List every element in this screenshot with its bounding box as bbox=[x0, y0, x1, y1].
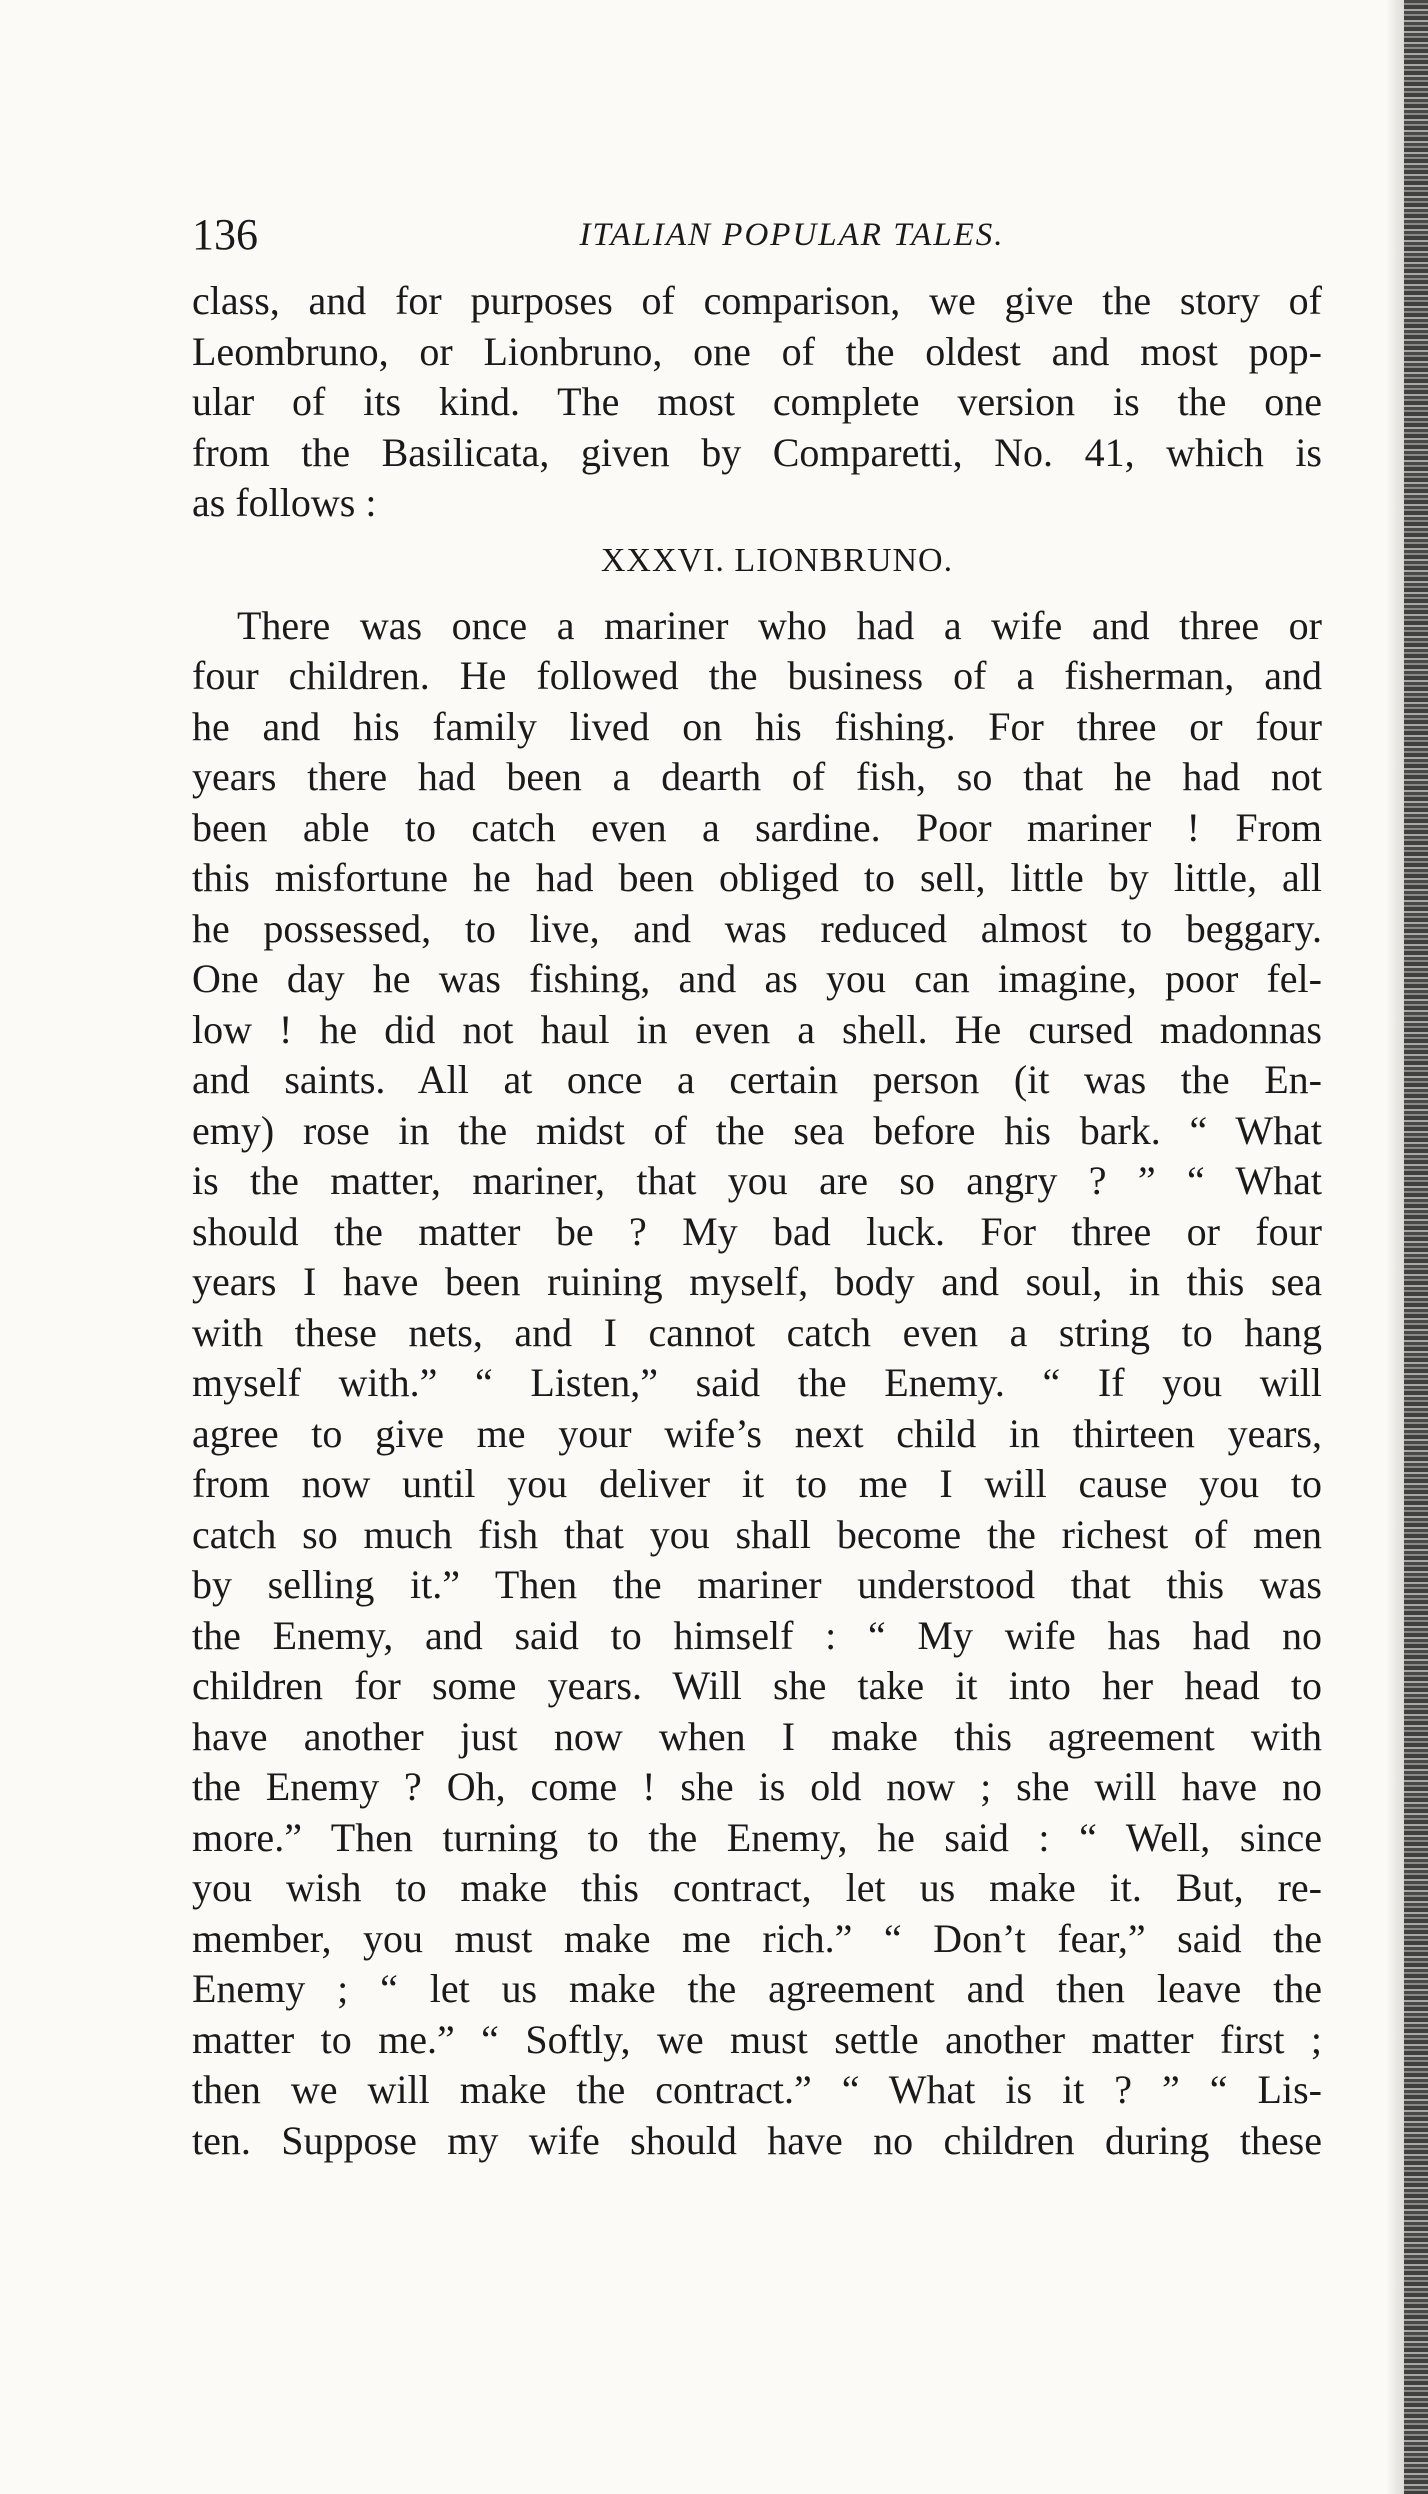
text-line: agree to give me your wife’s next child in thirteen years, bbox=[192, 1410, 1322, 1456]
text-line: is the matter, mariner, that you are so angry ? ” “ What bbox=[192, 1158, 1322, 1203]
text-line: One day he was fishing, and as you can imagine, poor fel- bbox=[192, 956, 1322, 1001]
text-line: with these nets, and I cannot catch even a string to hang bbox=[192, 1309, 1322, 1355]
running-title: ITALIAN POPULAR TALES. bbox=[579, 217, 1005, 253]
text-line: you wish to make this contract, let us make it. But, re- bbox=[192, 1865, 1322, 1910]
text-line: he and his family lived on his fishing. For three or four bbox=[192, 703, 1322, 749]
section-heading: XXXVI. LIONBRUNO. bbox=[600, 541, 954, 579]
text-line: he possessed, to live, and was reduced almost to beggary. bbox=[192, 905, 1322, 951]
text-line: emy) rose in the midst of the sea before his bark. “ What bbox=[192, 1107, 1322, 1153]
text-line: ten. Suppose my wife should have no children during these bbox=[192, 2117, 1322, 2163]
text-line: the Enemy, and said to himself : “ My wife has had no bbox=[192, 1612, 1322, 1658]
text-line: the Enemy ? Oh, come ! she is old now ; she will have no bbox=[192, 1764, 1322, 1809]
story-paragraph bbox=[192, 601, 1322, 2167]
text-line: four children. He followed the business of a fisherman, and bbox=[192, 653, 1322, 698]
text-line: have another just now when I make this agreement with bbox=[192, 1713, 1322, 1759]
page-edge bbox=[1404, 0, 1428, 2494]
page-body bbox=[192, 276, 1322, 2166]
text-line: children for some years. Will she take it into her head to bbox=[192, 1663, 1322, 1708]
page-header bbox=[192, 205, 1322, 265]
page-number: 136 bbox=[192, 210, 258, 259]
text-line: member, you must make me rich.” “ Don’t fear,” said the bbox=[192, 1915, 1322, 1961]
text-line: class, and for purposes of comparison, we give the story of bbox=[192, 278, 1322, 323]
text-line: myself with.” “ Listen,” said the Enemy. “ If you will bbox=[192, 1360, 1322, 1405]
text-line: more.” Then turning to the Enemy, he said : “ Well, since bbox=[192, 1814, 1322, 1860]
text-line: then we will make the contract.” “ What is it ? ” “ Lis- bbox=[192, 2067, 1322, 2112]
text-line: by selling it.” Then the mariner understood that this was bbox=[192, 1562, 1322, 1607]
text-line: this misfortune he had been obliged to sell, little by little, all bbox=[192, 855, 1322, 900]
text-line: catch so much fish that you shall become the richest of men bbox=[192, 1511, 1322, 1557]
text-line: Leombruno, or Lionbruno, one of the oldest and most pop- bbox=[192, 328, 1322, 374]
text-line: years there had been a dearth of fish, so that he had not bbox=[192, 754, 1322, 799]
text-line: low ! he did not haul in even a shell. He cursed madonnas bbox=[192, 1006, 1322, 1052]
text-line: There was once a mariner who had a wife and three or bbox=[237, 602, 1322, 648]
text-line: ular of its kind. The most complete version is the one bbox=[192, 379, 1322, 424]
text-line: from now until you deliver it to me I will cause you to bbox=[192, 1461, 1322, 1506]
page-gutter-shadow bbox=[1386, 0, 1404, 2494]
text-line: matter to me.” “ Softly, we must settle another matter first ; bbox=[192, 2016, 1322, 2062]
text-line: years I have been ruining myself, body and soul, in this sea bbox=[192, 1259, 1322, 1304]
intro-paragraph bbox=[192, 276, 1322, 529]
text-line: should the matter be ? My bad luck. For three or four bbox=[192, 1208, 1322, 1254]
text-line: Enemy ; “ let us make the agreement and then leave the bbox=[192, 1966, 1322, 2011]
text-line: as follows : bbox=[192, 480, 377, 525]
text-line: been able to catch even a sardine. Poor mariner ! From bbox=[192, 804, 1322, 850]
text-line: and saints. All at once a certain person (it was the En- bbox=[192, 1057, 1322, 1102]
text-line: from the Basilicata, given by Comparetti, No. 41, which is bbox=[192, 429, 1322, 475]
